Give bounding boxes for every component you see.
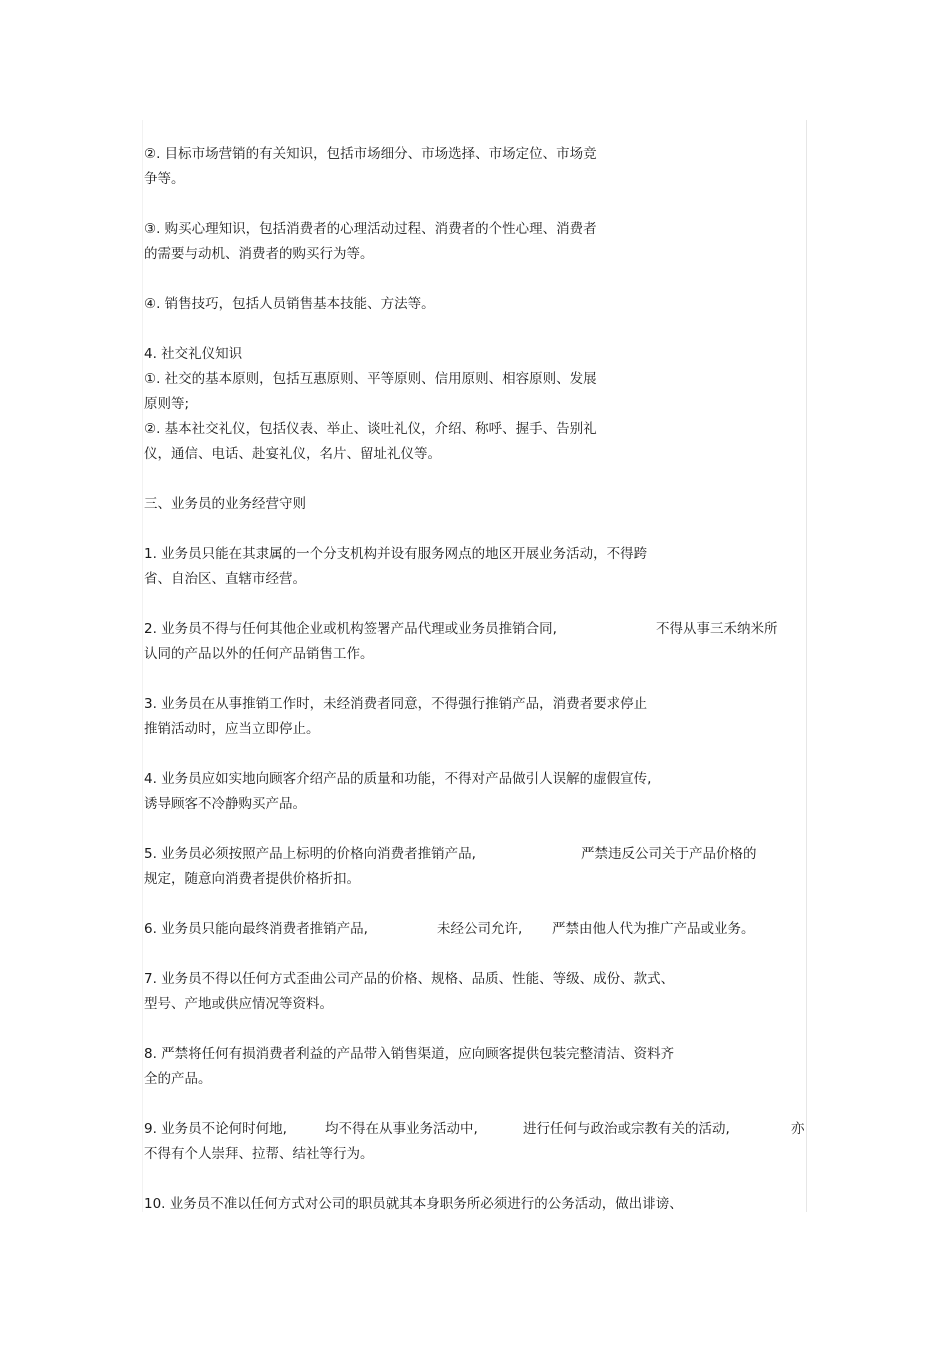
rule-2-line-2: 认同的产品以外的任何产品销售工作。 xyxy=(144,646,374,662)
rule-4-line-2: 诱导顾客不冷静购买产品。 xyxy=(144,796,306,812)
etiquette-item-1-line-1: ①. 社交的基本原则，包括互惠原则、平等原则、信用原则、相容原则、发展 xyxy=(144,371,597,387)
rule-5-part-b: 严禁违反公司关于产品价格的 xyxy=(581,846,757,862)
document-body xyxy=(144,143,808,1218)
rule-9-line-1 xyxy=(144,1118,808,1143)
rule-9-part-d: 亦 xyxy=(791,1121,805,1137)
rule-5-part-a: 5. 业务员必须按照产品上标明的价格向消费者推销产品, xyxy=(144,846,476,862)
rule-3-line-1: 3. 业务员在从事推销工作时，未经消费者同意，不得强行推销产品，消费者要求停止 xyxy=(144,696,648,712)
rule-9-part-c: 进行任何与政治或宗教有关的活动, xyxy=(523,1121,730,1137)
rule-1-line-2: 省、自治区、直辖市经营。 xyxy=(144,571,306,587)
rule-6-part-c: 严禁由他人代为推广产品或业务。 xyxy=(552,921,755,937)
rule-5-line-1 xyxy=(144,843,808,868)
etiquette-item-1-line-2: 原则等; xyxy=(144,396,190,412)
rule-7-line-1: 7. 业务员不得以任何方式歪曲公司产品的价格、规格、品质、性能、等级、成份、款式、 xyxy=(144,971,675,987)
rule-7-line-2: 型号、产地或供应情况等资料。 xyxy=(144,996,333,1012)
rule-8-line-1: 8. 严禁将任何有损消费者利益的产品带入销售渠道，应向顾客提供包装完整清洁、资料齐 xyxy=(144,1046,675,1062)
etiquette-item-2-line-1: ②. 基本社交礼仪，包括仪表、举止、谈吐礼仪，介绍、称呼、握手、告别礼 xyxy=(144,421,597,437)
rule-4-line-1: 4. 业务员应如实地向顾客介绍产品的质量和功能，不得对产品做引人误解的虚假宣传, xyxy=(144,771,652,787)
rule-2-part-b: 不得从事三禾纳米所 xyxy=(656,621,778,637)
rule-9-part-b: 均不得在从事业务活动中, xyxy=(325,1121,478,1137)
marketing-item-4-line-1: ④. 销售技巧，包括人员销售基本技能、方法等。 xyxy=(144,296,435,312)
rule-9-part-a: 9. 业务员不论何时何地, xyxy=(144,1121,287,1137)
rule-3-line-2: 推销活动时，应当立即停止。 xyxy=(144,721,320,737)
rule-6-part-b: 未经公司允许, xyxy=(437,921,523,937)
rule-6-part-a: 6. 业务员只能向最终消费者推销产品, xyxy=(144,921,368,937)
etiquette-item-2-line-2: 仪，通信、电话、赴宴礼仪，名片、留址礼仪等。 xyxy=(144,446,441,462)
marketing-item-3-line-1: ③. 购买心理知识，包括消费者的心理活动过程、消费者的个性心理、消费者 xyxy=(144,221,597,237)
rule-8-line-2: 全的产品。 xyxy=(144,1071,212,1087)
marketing-item-3-line-2: 的需要与动机、消费者的购买行为等。 xyxy=(144,246,374,262)
rules-heading: 三、业务员的业务经营守则 xyxy=(144,496,306,512)
marketing-item-2-line-1: ②. 目标市场营销的有关知识，包括市场细分、市场选择、市场定位、市场竞 xyxy=(144,146,597,162)
rule-2-part-a: 2. 业务员不得与任何其他企业或机构签署产品代理或业务员推销合同, xyxy=(144,621,557,637)
marketing-item-2-line-2: 争等。 xyxy=(144,171,185,187)
rule-2-line-1 xyxy=(144,618,808,643)
etiquette-heading: 4. 社交礼仪知识 xyxy=(144,346,243,362)
rule-5-line-2: 规定，随意向消费者提供价格折扣。 xyxy=(144,871,360,887)
rule-10-line-1: 10. 业务员不准以任何方式对公司的职员就其本身职务所必须进行的公务活动，做出诽谤、 xyxy=(144,1196,683,1212)
rule-1-line-1: 1. 业务员只能在其隶属的一个分支机构并设有服务网点的地区开展业务活动，不得跨 xyxy=(144,546,648,562)
rule-6-line-1 xyxy=(144,918,808,943)
rule-9-line-2: 不得有个人崇拜、拉帮、结社等行为。 xyxy=(144,1146,374,1162)
